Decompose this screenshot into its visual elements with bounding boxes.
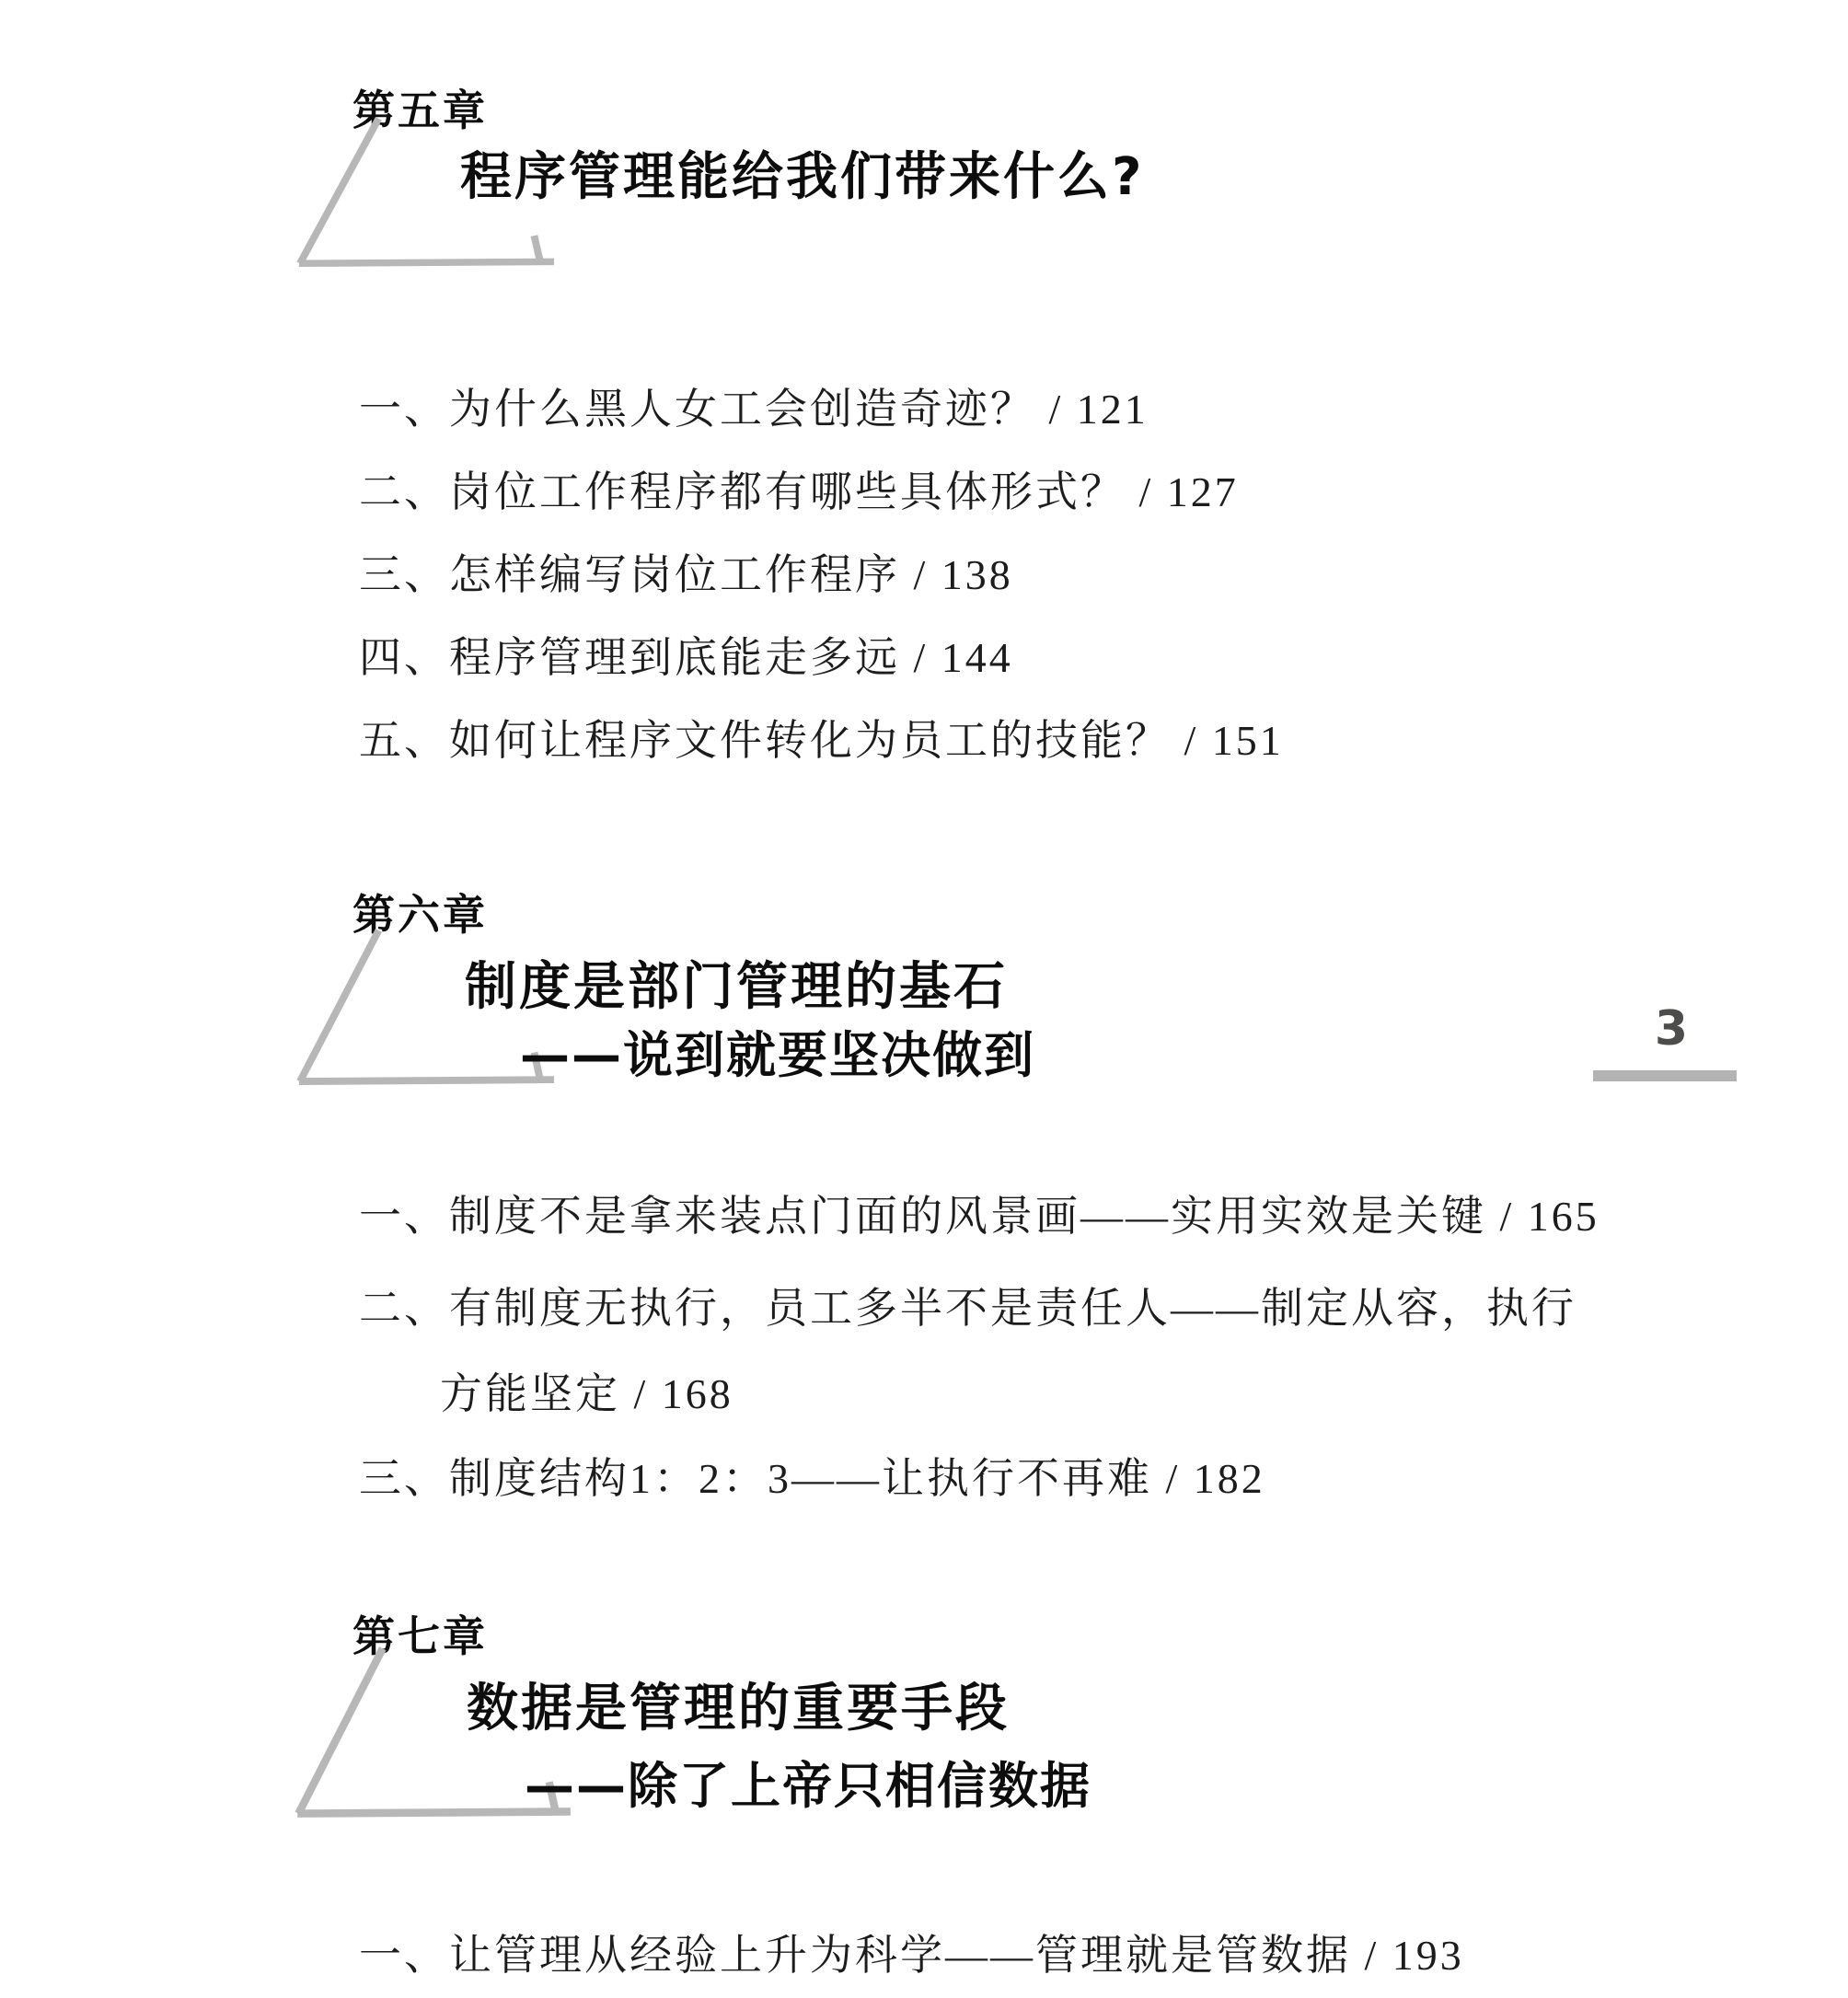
toc-entry-ch6-1: 一、制度不是拿来装点门面的风景画——实用实效是关键 / 165 <box>359 1193 1600 1240</box>
toc-entry-ch6-3: 三、制度结构1：2：3——让执行不再难 / 182 <box>359 1455 1265 1502</box>
page-number-divider <box>1593 1070 1737 1081</box>
toc-entry-ch6-2-line1: 二、有制度无执行，员工多半不是责任人——制定从容，执行 <box>359 1285 1577 1332</box>
chapter-6-title: 制度是部门管理的基石 <box>465 957 1008 1017</box>
toc-entry-ch5-5: 五、如何让程序文件转化为员工的技能？ / 151 <box>359 717 1284 764</box>
chapter-5-title: 程序管理能给我们带来什么? <box>460 147 1145 207</box>
toc-entry-ch5-4: 四、程序管理到底能走多远 / 144 <box>359 634 1013 681</box>
toc-entry-ch5-3: 三、怎样编写岗位工作程序 / 138 <box>359 551 1013 598</box>
chapter-7-title: 数据是管理的重要手段 <box>467 1679 1010 1738</box>
chapter-7-subtitle: ——除了上帝只相信数据 <box>525 1757 1091 1815</box>
chapter-7-label: 第七章 <box>352 1611 488 1661</box>
toc-entry-ch7-1: 一、让管理从经验上升为科学——管理就是管数据 / 193 <box>359 1932 1464 1979</box>
toc-entry-ch5-1: 一、为什么黑人女工会创造奇迹？ / 121 <box>359 386 1149 433</box>
chapter-5-label: 第五章 <box>352 86 488 135</box>
chapter-6-label: 第六章 <box>352 890 488 940</box>
toc-entry-ch5-2: 二、岗位工作程序都有哪些具体形式？ / 127 <box>359 468 1239 515</box>
chapter-6-subtitle: ——说到就要坚决做到 <box>520 1026 1035 1084</box>
page-number: 3 <box>1654 1001 1689 1057</box>
toc-entry-ch6-2-line2: 方能坚定 / 168 <box>440 1370 733 1417</box>
